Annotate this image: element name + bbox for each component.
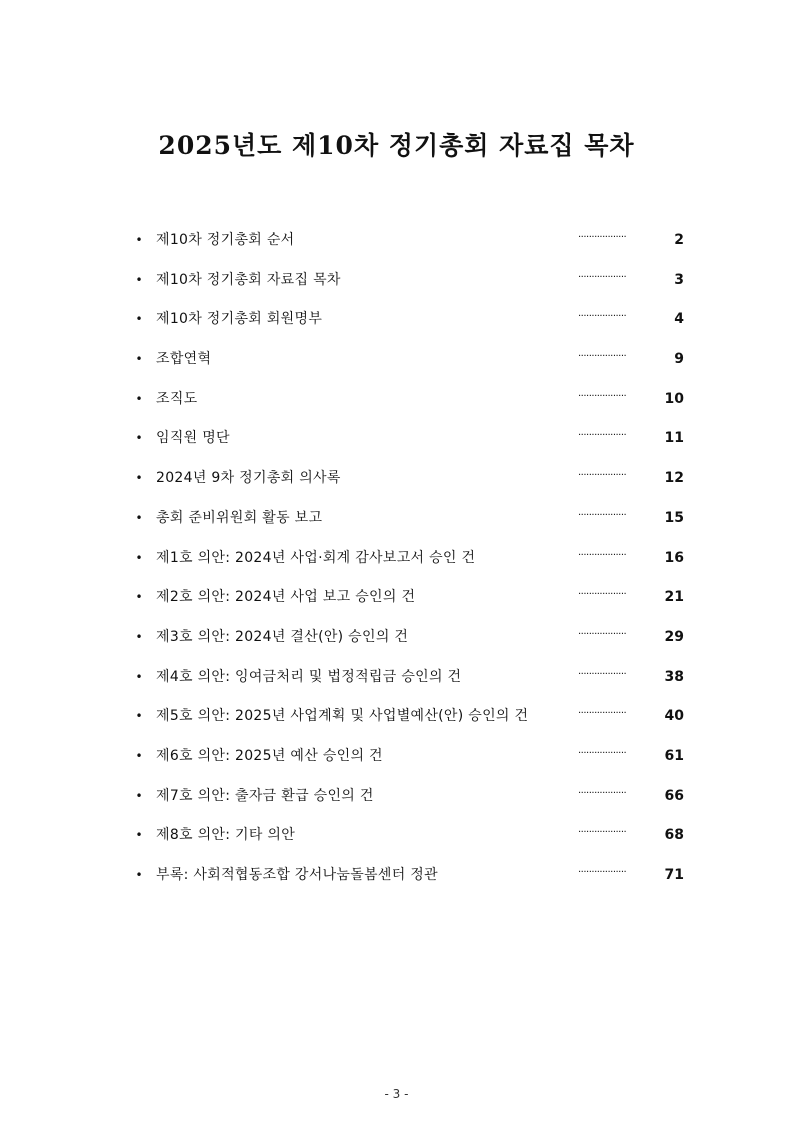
toc-item [132, 737, 684, 777]
toc-item-label: 제7호 의안: 출자금 환급 승인의 건 [156, 787, 374, 804]
bullet-icon: • [135, 788, 143, 803]
toc-item-page: 10 [664, 390, 684, 407]
bullet-icon: • [135, 868, 143, 882]
toc-item-label: 제10차 정기총회 자료집 목차 [156, 271, 341, 288]
toc-item-page: 9 [674, 351, 684, 368]
toc-item [132, 856, 684, 896]
toc-item-label: 제4호 의안: 잉여금처리 및 법정적립금 승인의 건 [156, 668, 462, 685]
toc-item-page: 2 [674, 232, 684, 248]
dot-leader: ·················· [578, 271, 627, 283]
toc-item [132, 221, 684, 261]
dot-leader: ·················· [578, 827, 627, 839]
dot-leader: ·················· [578, 390, 627, 402]
bullet-icon: • [135, 233, 143, 247]
toc-item [132, 380, 684, 420]
dot-leader: ·················· [578, 867, 627, 878]
bullet-icon: • [135, 669, 143, 684]
toc-item-page: 15 [664, 509, 684, 526]
bullet-icon: • [135, 352, 143, 367]
toc-item-label: 조직도 [156, 390, 198, 407]
toc-item [132, 777, 684, 817]
bullet-icon: • [135, 550, 143, 565]
dot-leader: ·················· [578, 549, 627, 561]
toc-item-page: 4 [674, 311, 684, 328]
bullet-icon: • [135, 590, 143, 605]
dot-leader: ·················· [578, 430, 627, 442]
bullet-icon: • [135, 431, 143, 446]
toc-item [132, 261, 684, 301]
toc-item-label: 제1호 의안: 2024년 사업·회계 감사보고서 승인 건 [156, 549, 476, 566]
bullet-icon: • [135, 391, 143, 406]
toc-item [132, 697, 684, 737]
dot-leader: ·················· [578, 628, 627, 640]
bullet-icon: • [135, 471, 143, 486]
toc-item-page: 3 [674, 271, 684, 288]
toc-item [132, 459, 684, 499]
toc-item [132, 539, 684, 579]
toc-item [132, 816, 684, 856]
toc-item-label: 부록: 사회적협동조합 강서나눔돌봄센터 정관 [156, 867, 438, 883]
dot-leader: ·················· [578, 589, 627, 601]
toc-item-label: 제10차 정기총회 회원명부 [156, 311, 323, 328]
bullet-icon: • [135, 748, 143, 763]
table-of-contents [132, 221, 684, 896]
toc-item-label: 제6호 의안: 2025년 예산 승인의 건 [156, 747, 383, 764]
document-title: 2025년도 제10차 정기총회 자료집 목차 [158, 131, 635, 160]
toc-item [132, 340, 684, 380]
toc-item-page: 12 [664, 470, 684, 487]
bullet-icon: • [135, 510, 143, 525]
dot-leader: ·················· [578, 232, 627, 243]
page-number-footer: - 3 - [384, 1087, 409, 1101]
toc-item [132, 499, 684, 539]
toc-item-label: 제8호 의안: 기타 의안 [156, 827, 296, 844]
bullet-icon: • [135, 828, 143, 843]
toc-item [132, 658, 684, 698]
toc-item [132, 578, 684, 618]
toc-item-page: 71 [664, 867, 684, 883]
toc-item-label: 제10차 정기총회 순서 [156, 232, 295, 248]
toc-item-label: 2024년 9차 정기총회 의사록 [156, 470, 341, 487]
dot-leader: ·················· [578, 668, 627, 680]
toc-item-page: 11 [664, 430, 684, 447]
dot-leader: ·················· [578, 351, 627, 363]
toc-item-page: 68 [664, 827, 684, 844]
dot-leader: ·················· [578, 747, 627, 759]
toc-item-page: 16 [664, 549, 684, 566]
toc-item-page: 40 [664, 708, 684, 725]
dot-leader: ·················· [578, 311, 627, 323]
toc-item-page: 66 [664, 787, 684, 804]
toc-item [132, 618, 684, 658]
toc-item [132, 300, 684, 340]
toc-item-label: 조합연혁 [156, 351, 212, 368]
bullet-icon: • [135, 272, 143, 287]
toc-item-page: 61 [664, 747, 684, 764]
toc-item-label: 제5호 의안: 2025년 사업계획 및 사업별예산(안) 승인의 건 [156, 708, 529, 725]
dot-leader: ·················· [578, 787, 627, 799]
toc-item-label: 총회 준비위원회 활동 보고 [156, 509, 323, 526]
bullet-icon: • [135, 709, 143, 724]
toc-item-label: 제3호 의안: 2024년 결산(안) 승인의 건 [156, 628, 409, 645]
toc-item-page: 29 [664, 628, 684, 645]
dot-leader: ·················· [578, 708, 627, 720]
toc-item-page: 21 [664, 589, 684, 606]
bullet-icon: • [135, 629, 143, 644]
dot-leader: ·················· [578, 509, 627, 521]
toc-item-label: 제2호 의안: 2024년 사업 보고 승인의 건 [156, 589, 416, 606]
toc-item-label: 임직원 명단 [156, 430, 230, 447]
bullet-icon: • [135, 312, 143, 327]
dot-leader: ·················· [578, 470, 627, 482]
toc-item-page: 38 [664, 668, 684, 685]
toc-item [132, 419, 684, 459]
